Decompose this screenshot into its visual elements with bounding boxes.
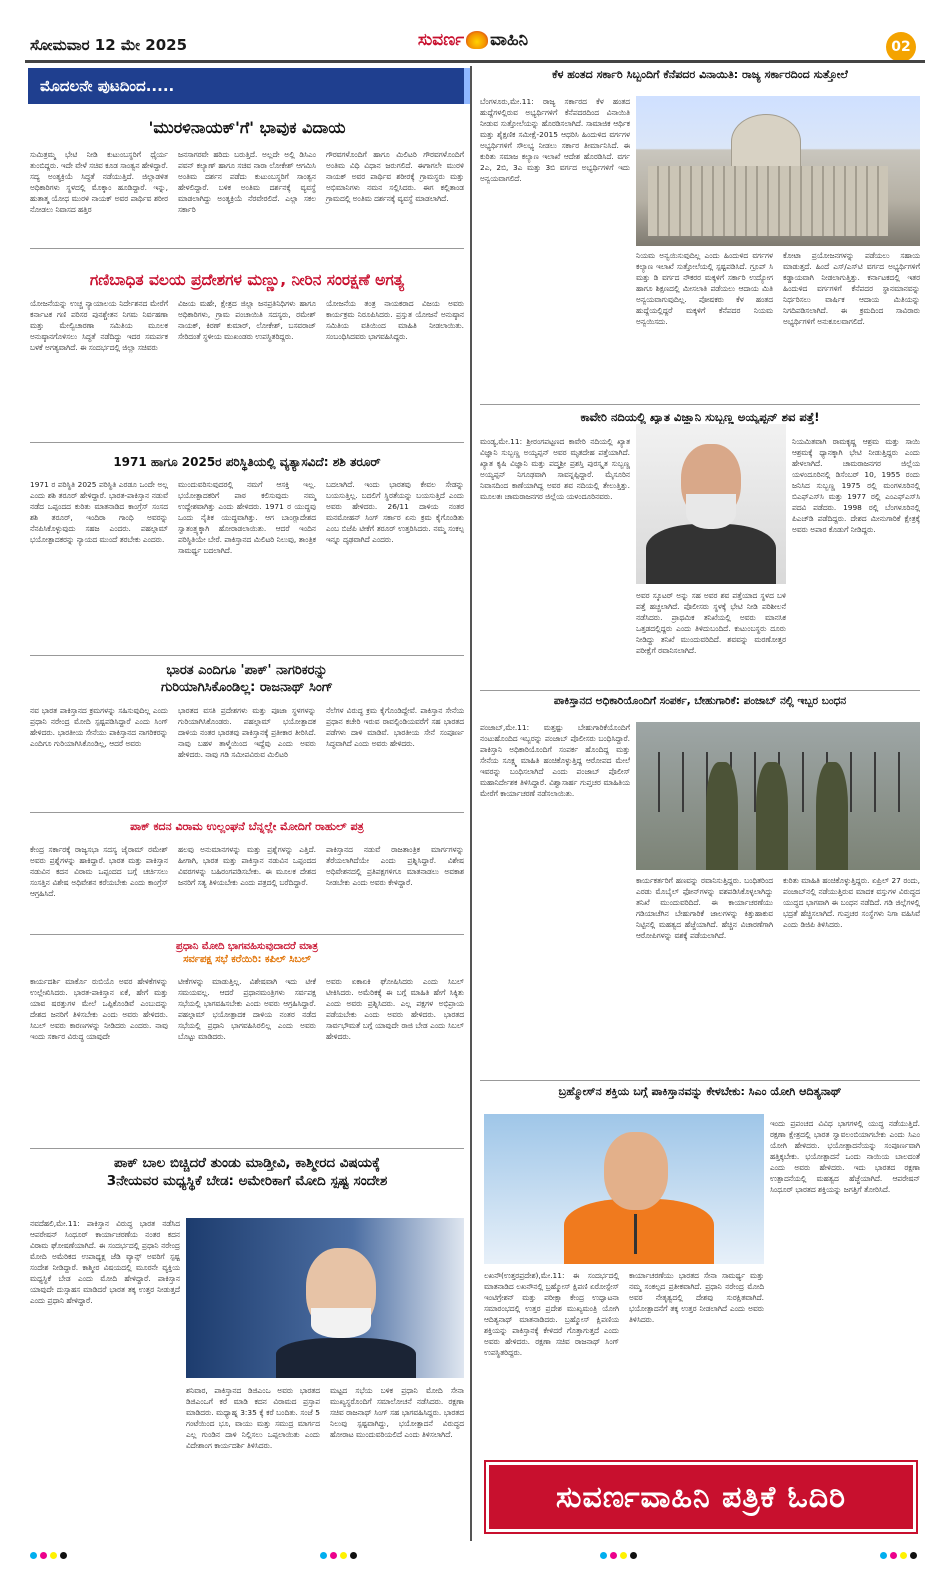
story-column: ಯೋಜನೆಯನ್ನು ಉಚ್ಚ ನ್ಯಾಯಾಲಯ ನಿರ್ದೇಶನದ ಮೇರೆಗೆ ಕರ್ನಾಟಕ ಗಣಿ ಪರಿಸರ ಪುನಶ್ಚೇತನ ನಿಗಮ ನಿರ್ವಹಣಾ ಮತ್ತು ಮೇಲ್ವಿಚಾರಣಾ ಸಮಿತಿಯ ಮೂಲಕ ಅನುಷ್ಠಾನಗೊಳಿಸಲು ಸಿದ್ಧತೆ ನಡೆದಿದ್ದು ಇದರ ಸಮರ್ಪಕ ಬಳಕೆ ಅಗತ್ಯವಾಗಿದೆ. ಈ ಸಂದರ್ಭದಲ್ಲಿ ಜಿಲ್ಲಾ ಸಚಿವರು bbox=[30, 299, 168, 353]
story-divider bbox=[30, 655, 464, 656]
story-column: ನವದೆಹಲಿ,ಮೇ.11: ಪಾಕಿಸ್ತಾನ ವಿರುದ್ಧ ಭಾರತ ನಡೆಸಿದ ಆಪರೇಷನ್ ಸಿಂಧೂರ್ ಕಾರ್ಯಾಚರಣೆಯ ನಂತರ ಕದನ ವಿರಾಮ ಘೋಷಣೆಯಾಗಿದೆ. ಈ ಸಂದರ್ಭದಲ್ಲಿ ಪ್ರಧಾನಿ ನರೇಂದ್ರ ಮೋದಿ ಅಮೆರಿಕದ ಉಪಾಧ್ಯಕ್ಷ ಜೆಡಿ ವ್ಯಾನ್ಸ್ ಅವರಿಗೆ ಸ್ಪಷ್ಟ ಸಂದೇಶ ನೀಡಿದ್ದಾರೆ. ಕಾಶ್ಮೀರ ವಿಷಯದಲ್ಲಿ ಮೂರನೇ ವ್ಯಕ್ತಿಯ ಮಧ್ಯಸ್ಥಿಕೆ ಬೇಡ ಎಂದು ಮೋದಿ ಹೇಳಿದ್ದಾರೆ. ಪಾಕಿಸ್ತಾನ ಯಾವುದೇ ದುಸ್ಸಾಹಸ ಮಾಡಿದರೆ ಭಾರತ ತಕ್ಕ ಉತ್ತರ ನೀಡುತ್ತದೆ ಎಂದು ಪ್ರಧಾನಿ ಹೇಳಿದ್ದಾರೆ. bbox=[30, 1219, 180, 1305]
story-column: ಕಾರ್ಯಾಚರಣೆಯು ಭಾರತದ ಸೇನಾ ಸಾಮರ್ಥ್ಯ ಮತ್ತು ನಮ್ಮ ಸಂಕಲ್ಪದ ಪ್ರತೀಕವಾಗಿದೆ. ಪ್ರಧಾನಿ ನರೇಂದ್ರ ಮೋದಿ ಅವರ ನೇತೃತ್ವದಲ್ಲಿ ದೇಶವು ಸುರಕ್ಷಿತವಾಗಿದೆ. ಭಯೋತ್ಪಾದನೆಗೆ ತಕ್ಕ ಉತ್ತರ ನೀಡಲಾಗಿದೆ ಎಂದು ಅವರು ತಿಳಿಸಿದರು. bbox=[629, 1271, 764, 1324]
yogi-adityanath-photo bbox=[484, 1114, 764, 1264]
story-column: ಯೋಜನೆಯ ತಂತ್ರ ನಾಯಕರಾದ ವಿಜಯ ಅವರು ಕಾರ್ಯಕ್ರಮ ನಿರೂಪಿಸಿದರು. ಪ್ರಸ್ತುತ ಯೋಜನೆ ಅನುಷ್ಠಾನ ಸಮಿತಿಯ ವತಿಯಿಂದ ಮಾಹಿತಿ ನೀಡಲಾಯಿತು. ಸಂಬಂಧಿಸಿದವರು ಭಾಗವಹಿಸಿದ್ದರು. bbox=[326, 299, 464, 342]
story-column: ಸುಮಿತ್ರಮ್ಮ ಭೇಟಿ ನೀಡಿ ಕುಟುಂಬಸ್ಥರಿಗೆ ಧೈರ್ಯ ತುಂಬಿದ್ದರು. ಇದೇ ವೇಳೆ ಸಚಿವ ಕೂಡ ಸಾಂತ್ವನ ಹೇಳಿದ್ದಾರೆ. ಸದ್ಯ ಅಂತ್ಯಕ್ರಿಯೆ ಸಿದ್ಧತೆ ನಡೆಯುತ್ತಿದೆ. ಜಿಲ್ಲಾಡಳಿತ ಅಧಿಕಾರಿಗಳು ಸ್ಥಳದಲ್ಲಿ ಮೊಕ್ಕಾಂ ಹೂಡಿದ್ದಾರೆ. ಇನ್ನು, ಹುತಾತ್ಮ ಯೋಧ ಮುರಳಿ ನಾಯಕ್ ಅವರ ಪಾರ್ಥಿವ ಶರೀರ ನೋಡಲು ನಿವಾಸದ ಹತ್ತಿರ bbox=[30, 149, 168, 214]
headline: ಪ್ರಧಾನಿ ಮೋದಿ ಭಾಗವಹಿಸುವುದಾದರೆ ಮಾತ್ರ bbox=[176, 941, 318, 952]
headline: ಕೆಳ ಹಂತದ ಸರ್ಕಾರಿ ಸಿಬ್ಬಂದಿಗೆ ಕೆನೆಪದರ ವಿನಾಯಿತಿ: ರಾಜ್ಯ ಸರ್ಕಾರದಿಂದ ಸುತ್ತೋಲೆ bbox=[552, 68, 848, 81]
column-divider bbox=[470, 66, 472, 1541]
story-column: ಪಾಕಿಸ್ತಾನದ ನಡುವೆ ರಾಜತಾಂತ್ರಿಕ ಮಾರ್ಗಗಳನ್ನು ತೆರೆಯಲಾಗಿದೆಯೇ ಎಂದು ಪ್ರಶ್ನಿಸಿದ್ದಾರೆ. ವಿಶೇಷ ಅಧಿವೇಶನದಲ್ಲಿ ಪ್ರತಿಪಕ್ಷಗಳಿಗೂ ಮಾತನಾಡಲು ಅವಕಾಶ ನೀಡಬೇಕು ಎಂದು ಅವರು ಕೇಳಿದ್ದಾರೆ. bbox=[326, 845, 464, 888]
story-column: ಕೋಟಾ ಪ್ರಯೋಜನಗಳನ್ನು ಪಡೆಯಲು ಸಹಾಯ ಮಾಡುತ್ತದೆ. ಹಿಂದೆ ಎಸ್‌/ಎಸ್‌ಟಿ ವರ್ಗದ ಅಭ್ಯರ್ಥಿಗಳಿಗೆ ಕಡ್ಡಾಯವಾಗಿ ನೀಡಲಾಗುತ್ತಿತ್ತು. ಕರ್ನಾಟಕದಲ್ಲಿ ಇತರ ಹಿಂದುಳಿದ ವರ್ಗಗಳಿಗೆ ಕೆನೆಪದರ ಸ್ಥಾನಮಾನವನ್ನು ನಿರ್ಧರಿಸಲು ವಾರ್ಷಿಕ ಆದಾಯ ಮಿತಿಯನ್ನು ನಿಗದಿಪಡಿಸಲಾಗಿದೆ. ಈ ಕ್ರಮದಿಂದ ಸಾವಿರಾರು ಅಭ್ಯರ್ಥಿಗಳಿಗೆ ಅನುಕೂಲವಾಗಲಿದೆ. bbox=[783, 251, 920, 326]
story-column: ನವ ಭಾರತ ಪಾಕಿಸ್ತಾನದ ಕ್ರಮಗಳನ್ನು ಸಹಿಸುವುದಿಲ್ಲ ಎಂದು ಪ್ರಧಾನಿ ನರೇಂದ್ರ ಮೋದಿ ಸ್ಪಷ್ಟಪಡಿಸಿದ್ದಾರೆ ಎಂದು ಸಿಂಗ್ ಹೇಳಿದರು. ಭಾರತೀಯ ಸೇನೆಯು ಪಾಕಿಸ್ತಾನದ ನಾಗರಿಕರನ್ನು ಎಂದಿಗೂ ಗುರಿಯಾಗಿಸಿಕೊಂಡಿಲ್ಲ, ಆದರೆ ಅವರು bbox=[30, 705, 168, 748]
headline: ಪಾಕಿಸ್ತಾನದ ಅಧಿಕಾರಿಯೊಂದಿಗೆ ಸಂಪರ್ಕ, ಬೇಹುಗಾರಿಕೆ: ಪಂಜಾಬ್ ನಲ್ಲಿ ಇಬ್ಬರ ಬಂಧನ bbox=[553, 695, 847, 707]
headline: 'ಮುರಳಿನಾಯಕ್'ಗೆ' ಭಾವುಕ ವಿದಾಯ bbox=[148, 118, 346, 137]
flame-icon bbox=[466, 31, 488, 49]
story-column: ಲಖನೌ(ಉತ್ತರಪ್ರದೇಶ),ಮೇ.11: ಈ ಸಂದರ್ಭದಲ್ಲಿ ಮಾತನಾಡಿದ ಲಖನೌನಲ್ಲಿ ಬ್ರಹ್ಮೋಸ್ ಕ್ಷಿಪಣಿ ಏರೋಸ್ಪೇಸ್ ಇಂಟಿಗ್ರೇಶನ್ ಮತ್ತು ಪರೀಕ್ಷಾ ಕೇಂದ್ರ ಉದ್ಘಾಟನಾ ಸಮಾರಂಭದಲ್ಲಿ ಉತ್ತರ ಪ್ರದೇಶ ಮುಖ್ಯಮಂತ್ರಿ ಯೋಗಿ ಆದಿತ್ಯನಾಥ್ ಮಾತನಾಡಿದರು. ಬ್ರಹ್ಮೋಸ್ ಕ್ಷಿಪಣಿಯ ಶಕ್ತಿಯನ್ನು ಪಾಕಿಸ್ತಾನಕ್ಕೆ ಕೇಳಿದರೆ ಗೊತ್ತಾಗುತ್ತದೆ ಎಂದು ಅವರು ಹೇಳಿದರು. ರಕ್ಷಣಾ ಸಚಿವ ರಾಜನಾಥ್ ಸಿಂಗ್ ಉಪಸ್ಥಿತರಿದ್ದರು. bbox=[484, 1271, 619, 1357]
story-divider bbox=[480, 690, 920, 691]
story-creamy-layer-head bbox=[480, 68, 920, 90]
registration-dots bbox=[600, 1552, 637, 1559]
story-modi-headline bbox=[30, 1155, 464, 1215]
headline: ಪಾಕ್ ಕದನ ವಿರಾಮ ಉಲ್ಲಂಘನೆ ಬೆನ್ನಲ್ಲೇ ಮೋದಿಗೆ ರಾಹುಲ್ ಪತ್ರ bbox=[130, 820, 364, 833]
story-scientist-col2 bbox=[792, 436, 920, 686]
story-divider bbox=[30, 1148, 464, 1149]
masthead bbox=[0, 0, 945, 60]
story-column: ನೆಲೆಗಳ ವಿರುದ್ಧ ಕ್ರಮ ಕೈಗೊಂಡಿದ್ದೇವೆ. ಪಾಕಿಸ್ತಾನ ಸೇನೆಯ ಪ್ರಧಾನ ಕಚೇರಿ ಇರುವ ರಾವಲ್ಪಿಂಡಿಯವರೆಗೆ ಸಹ ಭಾರತದ ಪಡೆಗಳು ದಾಳಿ ಮಾಡಿವೆ. ಭಾರತೀಯ ಸೇನೆ ಸಂಪೂರ್ಣ ಸಿದ್ಧವಾಗಿದೆ ಎಂದು ಅವರು ಹೇಳಿದರು. bbox=[326, 705, 464, 748]
story-column: ಬದಲಾಗಿದೆ. ಇಂದು ಭಾರತವು ಕೇವಲ ಸೇಡನ್ನು ಬಯಸುತ್ತಿಲ್ಲ. ಬದಲಿಗೆ ಸ್ಥಿರತೆಯನ್ನು ಬಯಸುತ್ತಿದೆ ಎಂದು ಅವರು ಹೇಳಿದರು. 26/11 ದಾಳಿಯ ನಂತರ ಮನಮೋಹನ್ ಸಿಂಗ್ ಸರ್ಕಾರ ಏನು ಕ್ರಮ ಕೈಗೊಂಡಿತು ಎಂಬ ಬಿಜೆಪಿ ಟೀಕೆಗೆ ತರೂರ್ ಉತ್ತರಿಸಿದರು. ನಮ್ಮ ಸಂಕಲ್ಪ ಇನ್ನೂ ದೃಢವಾಗಿದೆ ಎಂದರು. bbox=[326, 479, 464, 544]
story-divider bbox=[30, 812, 464, 813]
story-rajnath bbox=[30, 663, 464, 805]
story-espionage-cols bbox=[636, 875, 920, 1075]
headline: 1971 ಹಾಗೂ 2025ರ ಪರಿಸ್ಥಿತಿಯಲ್ಲಿ ವ್ಯತ್ಯಾಸವಿದೆ: ಶಶಿ ತರೂರ್ bbox=[113, 455, 381, 469]
header-rule bbox=[25, 60, 925, 63]
story-column: ಬೆಂಗಳೂರು,ಮೇ.11: ರಾಜ್ಯ ಸರ್ಕಾರದ ಕೆಳ ಹಂತದ ಹುದ್ದೆಗಳಲ್ಲಿರುವ ಅಭ್ಯರ್ಥಿಗಳಿಗೆ ಕೆನೆಪದರದಿಂದ ವಿನಾಯಿತಿ ನೀಡುವ ಸುತ್ತೋಲೆಯನ್ನು ಹೊರಡಿಸಲಾಗಿದೆ. ಸಾಮಾಜಿಕ ಆರ್ಥಿಕ ಮತ್ತು ಶೈಕ್ಷಣಿಕ ಸಮೀಕ್ಷೆ-2015 ಆಧರಿಸಿ ಹಿಂದುಳಿದ ವರ್ಗಗಳ ಅಭ್ಯರ್ಥಿಗಳಿಗೆ ಸೌಲಭ್ಯ ನೀಡಲು ಸರ್ಕಾರ ತೀರ್ಮಾನಿಸಿದೆ. ಈ ಕುರಿತು ಸಮಾಜ ಕಲ್ಯಾಣ ಇಲಾಖೆ ಆದೇಶ ಹೊರಡಿಸಿದೆ. ವರ್ಗ 2ಎ, 2ಬಿ, 3ಎ ಮತ್ತು 3ಬಿ ವರ್ಗದ ಅಭ್ಯರ್ಥಿಗಳಿಗೆ ಇದು ಅನ್ವಯವಾಗಲಿದೆ. bbox=[480, 97, 630, 183]
headline: ಕಾವೇರಿ ನದಿಯಲ್ಲಿ ಖ್ಯಾತ ವಿಜ್ಞಾನಿ ಸುಬ್ಬಣ್ಣ ಅಯ್ಯಪ್ಪನ್ ಶವ ಪತ್ತೆ! bbox=[580, 410, 820, 424]
registration-dots bbox=[30, 1552, 67, 1559]
vidhana-soudha-photo bbox=[636, 96, 920, 246]
story-column: ಕಾರ್ಯದರ್ಶಿ ಮಾರ್ಕೊ ರುಬಿಯೊ ಅವರ ಹೇಳಿಕೆಗಳನ್ನು ಉಲ್ಲೇಖಿಸಿದರು. ಭಾರತ-ಪಾಕಿಸ್ತಾನ ಏಕೆ, ಹೇಗೆ ಮತ್ತು ಯಾವ ಷರತ್ತುಗಳ ಮೇಲೆ ಒಪ್ಪಿಕೊಂಡಿವೆ ಎಂಬುದನ್ನು ದೇಶದ ಜನರಿಗೆ ತಿಳಿಸಬೇಕು ಎಂದು ಅವರು ಹೇಳಿದರು. ಸಿಬಲ್ ಅವರು ಕಾರಣಗಳನ್ನು ನೀಡಿದರು ಎಂದರು. ನಾವು ಇಂದು ಸರ್ಕಾರ ವಿರುದ್ಧ ಯಾವುದೇ bbox=[30, 977, 168, 1041]
story-rahul-letter bbox=[30, 820, 464, 932]
story-kapil-sibal bbox=[30, 940, 464, 1140]
registration-dots bbox=[320, 1552, 357, 1559]
headline-line2: ಗುರಿಯಾಗಿಸಿಕೊಂಡಿಲ್ಲ: ರಾಜನಾಥ್ ಸಿಂಗ್ bbox=[161, 679, 333, 695]
story-divider bbox=[30, 442, 464, 443]
headline-line1: ಪಾಕ್ ಬಾಲ ಬಿಚ್ಚಿದರೆ ತುಂಡು ಮಾಡ್ತೀವಿ, ಕಾಶ್ಮೀರದ ವಿಷಯಕ್ಕೆ bbox=[113, 1155, 381, 1171]
issue-date: ಸೋಮವಾರ 12 ಮೇ 2025 bbox=[30, 36, 188, 54]
headline-line2: 3ನೇಯವರ ಮಧ್ಯಸ್ಥಿಕೆ ಬೇಡ: ಅಮೇರಿಕಾಗೆ ಮೋದಿ ಸ್ಪಷ್ಟ ಸಂದೇಶ bbox=[106, 1172, 388, 1189]
story-column: ಅವರ ಸ್ಕೂಟರ್ ಅನ್ನು ಸಹ ಅವರ ಶವ ಪತ್ತೆಯಾದ ಸ್ಥಳದ ಬಳಿ ಪತ್ತೆ ಹಚ್ಚಲಾಗಿದೆ. ಪೊಲೀಸರು ಸ್ಥಳಕ್ಕೆ ಭೇಟಿ ನೀಡಿ ಪರಿಶೀಲನೆ ನಡೆಸಿದರು. ಪ್ರಾಥಮಿಕ ತನಿಖೆಯಲ್ಲಿ ಅವರು ಮಾನಸಿಕ ಒತ್ತಡದಲ್ಲಿದ್ದರು ಎಂದು ತಿಳಿದುಬಂದಿದೆ. ಕುಟುಂಬಸ್ಥರು ದೂರು ನೀಡಿದ್ದು ತನಿಖೆ ಮುಂದುವರಿದಿದೆ. ಶವವನ್ನು ಮರಣೋತ್ತರ ಪರೀಕ್ಷೆಗೆ ರವಾನಿಸಲಾಗಿದೆ. bbox=[636, 591, 786, 655]
story-column: ಪಂಜಾಬ್,ಮೇ.11: ಮತ್ತಷ್ಟು ಬೇಹುಗಾರಿಕೆಯೊಂದಿಗೆ ನಂಟುಹೊಂದಿದ ಇಬ್ಬರನ್ನು ಪಂಜಾಬ್ ಪೊಲೀಸರು ಬಂಧಿಸಿದ್ದಾರೆ. ಪಾಕಿಸ್ತಾನಿ ಅಧಿಕಾರಿಯೊಂದಿಗೆ ಸಂಪರ್ಕ ಹೊಂದಿದ್ದ ಮತ್ತು ಸೇನೆಯ ಸೂಕ್ಷ್ಮ ಮಾಹಿತಿ ಹಂಚಿಕೊಳ್ಳುತ್ತಿದ್ದ ಆರೋಪದ ಮೇಲೆ ಇವರನ್ನು ಬಂಧಿಸಲಾಗಿದೆ ಎಂದು ಪಂಜಾಬ್ ಪೊಲೀಸ್ ಮಹಾನಿರ್ದೇಶಕ ತಿಳಿಸಿದ್ದಾರೆ. ವಿಶ್ವಾಸಾರ್ಹ ಗುಪ್ತಚರ ಮಾಹಿತಿಯ ಮೇರೆಗೆ ಕಾರ್ಯಾಚರಣೆ ನಡೆಸಲಾಯಿತು. bbox=[480, 723, 630, 798]
story-column: ಶನಿವಾರ, ಪಾಕಿಸ್ತಾನದ ಡಿಜಿಎಂಒ ಅವರು ಭಾರತದ ಡಿಜಿಎಂಒಗೆ ಕರೆ ಮಾಡಿ ಕದನ ವಿರಾಮದ ಪ್ರಸ್ತಾಪ ಮಾಡಿದರು. ಮಧ್ಯಾಹ್ನ 3:35 ಕ್ಕೆ ಕರೆ ಬಂದಿತು. ಸಂಜೆ 5 ಗಂಟೆಯಿಂದ ಭೂ, ವಾಯು ಮತ್ತು ಸಮುದ್ರ ಮಾರ್ಗದ ಎಲ್ಲ ಗುಂಡಿನ ದಾಳಿ ನಿಲ್ಲಿಸಲು ಒಪ್ಪಲಾಯಿತು ಎಂದು ವಿದೇಶಾಂಗ ಕಾರ್ಯದರ್ಶಿ ತಿಳಿಸಿದರು. bbox=[186, 1386, 320, 1450]
story-espionage-col1 bbox=[480, 722, 630, 1077]
brand-right: ವಾಹಿನಿ bbox=[490, 30, 529, 50]
page-number-badge: 02 bbox=[886, 32, 916, 62]
story-column: 1971 ರ ಪರಿಸ್ಥಿತಿ 2025 ಪರಿಸ್ಥಿತಿ ಎರಡೂ ಒಂದೇ ಅಲ್ಲ ಎಂದು ಶಶಿ ತರೂರ್ ಹೇಳಿದ್ದಾರೆ. ಭಾರತ-ಪಾಕಿಸ್ತಾನ ನಡುವೆ ನಡೆದ ಒಪ್ಪಂದದ ಕುರಿತು ಮಾತನಾಡಿದ ಕಾಂಗ್ರೆಸ್ ಸಂಸದ ಶಶಿ ತರೂರ್, ಇಂದಿರಾ ಗಾಂಧಿ ಅವರನ್ನು ನೆನಪಿಸಿಕೊಳ್ಳುವುದು ಸಹಜ ಎಂದರು. ಪಹಲ್ಗಾಮ್ ಭಯೋತ್ಪಾದಕರನ್ನು ನ್ಯಾಯದ ಮುಂದೆ ತರಬೇಕು ಎಂದರು. bbox=[30, 479, 168, 544]
scientist-portrait-photo bbox=[636, 424, 786, 584]
story-espionage-head bbox=[480, 695, 920, 717]
story-brahmos-col2 bbox=[770, 1118, 920, 1428]
story-column: ಟೀಕೆಗಳನ್ನು ಮಾಡುತ್ತಿಲ್ಲ. ವಿಶೇಷವಾಗಿ ಇದು ಟೀಕೆ ಸಮಯವಲ್ಲ. ಆದರೆ ಪ್ರಧಾನಮಂತ್ರಿಗಳು ಸರ್ವಪಕ್ಷ ಸಭೆಯಲ್ಲಿ ಭಾಗವಹಿಸಬೇಕು ಎಂದು ಅವರು ಆಗ್ರಹಿಸಿದ್ದಾರೆ. ಪಹಲ್ಗಾಮ್ ಭಯೋತ್ಪಾದಕ ದಾಳಿಯ ನಂತರ ನಡೆದ ಸಭೆಯಲ್ಲಿ ಪ್ರಧಾನಿ ಭಾಗವಹಿಸಿರಲಿಲ್ಲ ಎಂದು ಅವರು ಬೊಟ್ಟು ಮಾಡಿದರು. bbox=[178, 977, 316, 1041]
story-column: ಮಂಡ್ಯ,ಮೇ.11: ಶ್ರೀರಂಗಪಟ್ಟಣದ ಕಾವೇರಿ ನದಿಯಲ್ಲಿ ಖ್ಯಾತ ವಿಜ್ಞಾನಿ ಸುಬ್ಬಣ್ಣ ಅಯ್ಯಪ್ಪನ್ ಅವರ ಮೃತದೇಹ ಪತ್ತೆಯಾಗಿದೆ. ಖ್ಯಾತ ಕೃಷಿ ವಿಜ್ಞಾನಿ ಮತ್ತು ಪದ್ಮಶ್ರೀ ಪ್ರಶಸ್ತಿ ಪುರಸ್ಕೃತ ಸುಬ್ಬಣ್ಣ ಅಯ್ಯಪ್ಪನ್ ನಿಗೂಢವಾಗಿ ಸಾವನ್ನಪ್ಪಿದ್ದಾರೆ. ಮೈಸೂರಿನ ನಿವಾಸದಿಂದ ಕಾಣೆಯಾಗಿದ್ದ ಅವರ ಶವ ನದಿಯಲ್ಲಿ ತೇಲುತ್ತಿತ್ತು. ಮೂಲತಃ ಚಾಮರಾಜನಗರ ಜಿಲ್ಲೆಯ ಯಳಂದೂರಿನವರು. bbox=[480, 437, 630, 501]
story-column: ನಿಯಮಿತವಾಗಿ ರಾಮಕೃಷ್ಣ ಆಶ್ರಮ ಮತ್ತು ಸಾಯಿ ಆಶ್ರಮಕ್ಕೆ ಧ್ಯಾನಕ್ಕಾಗಿ ಭೇಟಿ ನೀಡುತ್ತಿದ್ದರು ಎಂದು ಹೇಳಲಾಗಿದೆ. ಚಾಮರಾಜನಗರ ಜಿಲ್ಲೆಯ ಯಳಂದೂರಿನಲ್ಲಿ ಡಿಸೆಂಬರ್ 10, 1955 ರಂದು ಜನಿಸಿದ ಸುಬ್ಬಣ್ಣ 1975 ರಲ್ಲಿ ಮಂಗಳೂರಿನಲ್ಲಿ ಬಿಎಫ್‌ಎಸ್‌ಸಿ ಮತ್ತು 1977 ರಲ್ಲಿ ಎಂಎಫ್‌ಎಸ್‌ಸಿ ಪದವಿ ಪಡೆದರು. 1998 ರಲ್ಲಿ ಬೆಂಗಳೂರಿನಲ್ಲಿ ಪಿಎಚ್‌ಡಿ ಪಡೆದಿದ್ದರು. ದೇಶದ ಮೀನುಗಾರಿಕೆ ಕ್ಷೇತ್ರಕ್ಕೆ ಅವರು ಅಪಾರ ಕೊಡುಗೆ ನೀಡಿದ್ದರು. bbox=[792, 437, 920, 534]
headline: ಗಣಿಬಾಧಿತ ವಲಯ ಪ್ರದೇಶಗಳ ಮಣ್ಣು, ನೀರಿನ ಸಂರಕ್ಷಣೆ ಅಗತ್ಯ bbox=[89, 271, 405, 289]
story-column: ಹಲವು ಅನುಮಾನಗಳನ್ನು ಮತ್ತು ಪ್ರಶ್ನೆಗಳನ್ನು ಎತ್ತಿದೆ. ಹೀಗಾಗಿ, ಭಾರತ ಮತ್ತು ಪಾಕಿಸ್ತಾನ ನಡುವಿನ ಒಪ್ಪಂದದ ವಿವರಗಳನ್ನು ಬಹಿರಂಗಪಡಿಸಬೇಕು. ಈ ಮೂಲಕ ದೇಶದ ಜನರಿಗೆ ಸತ್ಯ ತಿಳಿಯಬೇಕು ಎಂದು ಪತ್ರದಲ್ಲಿ ಬರೆದಿದ್ದಾರೆ. bbox=[178, 845, 316, 888]
story-column: ಕಾರ್ಯಕರ್ತರಿಗೆ ಹಣವನ್ನು ರವಾನಿಸುತ್ತಿದ್ದರು. ಬಂಧಿತರಿಂದ ಎರಡು ಮೊಬೈಲ್ ಫೋನ್‌ಗಳನ್ನು ವಶಪಡಿಸಿಕೊಳ್ಳಲಾಗಿದ್ದು ತನಿಖೆ ಮುಂದುವರಿದಿದೆ. ಈ ಕಾರ್ಯಾಚರಣೆಯು ಗಡಿಯಾಚೆಗಿನ ಬೇಹುಗಾರಿಕೆ ಜಾಲಗಳನ್ನು ಕಿತ್ತುಹಾಕುವ ನಿಟ್ಟಿನಲ್ಲಿ ಮಹತ್ವದ ಹೆಜ್ಜೆಯಾಗಿದೆ. ಹೆಚ್ಚಿನ ವಿಚಾರಣೆಗಾಗಿ ಆರೋಪಿಗಳನ್ನು ವಶಕ್ಕೆ ಪಡೆಯಲಾಗಿದೆ. bbox=[636, 876, 773, 940]
border-soldiers-photo bbox=[636, 722, 920, 870]
story-column: ಗೌರವಗಳೊಂದಿಗೆ ಹಾಗೂ ಮಿಲಿಟರಿ ಗೌರವಗಳೊಂದಿಗೆ ಅಂತಿಮ ವಿಧಿ ವಿಧಾನ ಜರುಗಲಿದೆ. ಈಗಾಗಲೇ ಮುರಳಿ ನಾಯಕ್ ಅವರ ಪಾರ್ಥಿವ ಶರೀರಕ್ಕೆ ಗ್ರಾಮಸ್ಥರು ಮತ್ತು ಅಭಿಮಾನಿಗಳು ನಮನ ಸಲ್ಲಿಸಿದರು. ಈಗ ಕಲ್ಲಿತಾಂಡ ಗ್ರಾಮದಲ್ಲಿ ಅಂತಿಮ ದರ್ಶನಕ್ಕೆ ವ್ಯವಸ್ಥೆ ಮಾಡಲಾಗಿದೆ. bbox=[326, 149, 464, 203]
story-divider bbox=[480, 404, 920, 405]
story-mining-zones bbox=[30, 270, 464, 450]
story-brahmos-head bbox=[480, 1085, 920, 1107]
story-divider bbox=[30, 934, 464, 935]
story-scientist-col1 bbox=[480, 436, 630, 686]
headline: ಬ್ರಹ್ಮೋಸ್‌ನ ಶಕ್ತಿಯ ಬಗ್ಗೆ ಪಾಕಿಸ್ತಾನವನ್ನು ಕೇಳಬೇಕು: ಸಿಎಂ ಯೋಗಿ ಆದಿತ್ಯನಾಥ್ bbox=[558, 1085, 842, 1098]
subscribe-banner: ಸುವರ್ಣವಾಹಿನಿ ಪತ್ರಿಕೆ ಓದಿರಿ bbox=[486, 1462, 916, 1532]
story-column: ಕೇಂದ್ರ ಸರ್ಕಾರಕ್ಕೆ ರಾಜ್ಯಸಭಾ ಸದಸ್ಯ ಜೈರಾಮ್ ರಮೇಶ್ ಅವರು ಪ್ರಶ್ನೆಗಳನ್ನು ಹಾಕಿದ್ದಾರೆ. ಭಾರತ ಮತ್ತು ಪಾಕಿಸ್ತಾನ ನಡುವಿನ ಕದನ ವಿರಾಮ ಒಪ್ಪಂದದ ಬಗ್ಗೆ ಚರ್ಚಿಸಲು ಸಂಸತ್ತಿನ ವಿಶೇಷ ಅಧಿವೇಶನ ಕರೆಯಬೇಕು ಎಂದು ಕಾಂಗ್ರೆಸ್ ಆಗ್ರಹಿಸಿದೆ. bbox=[30, 845, 168, 899]
story-scientist-col3 bbox=[636, 590, 786, 686]
brand-left: ಸುವರ್ಣ bbox=[417, 30, 465, 50]
story-column: ಜನಸಾಗರವೇ ಹರಿದು ಬರುತ್ತಿದೆ. ಅಲ್ಲದೇ ಅಲ್ಲಿ ಡಿಸಿಎಂ ಪವನ್ ಕಲ್ಯಾಣ್ ಹಾಗೂ ಸಚಿವ ನಾರಾ ಲೋಕೇಶ್ ಆಗಮಿಸಿ ಅಂತಿಮ ದರ್ಶನ ಪಡೆದು ಕುಟುಂಬಸ್ಥರಿಗೆ ಸಾಂತ್ವನ ಹೇಳಲಿದ್ದಾರೆ. ಬಳಿಕ ಅಂತಿಮ ದರ್ಶನಕ್ಕೆ ವ್ಯವಸ್ಥೆ ಮಾಡಲಾಗಿದ್ದು ಅಂತ್ಯಕ್ರಿಯೆ ನೆರವೇರಲಿದೆ. ಎಲ್ಲಾ ಸಕಲ ಸರ್ಕಾರಿ bbox=[178, 149, 316, 214]
story-tharoor bbox=[30, 455, 464, 650]
story-brahmos-cols bbox=[484, 1270, 764, 1450]
story-divider bbox=[480, 1080, 920, 1081]
modi-photo bbox=[186, 1218, 464, 1378]
subheadline: ಸರ್ವಪಕ್ಷ ಸಭೆ ಕರೆಯಿರಿ: ಕಪಿಲ್ ಸಿಬಲ್ bbox=[183, 954, 311, 965]
story-column: ವಿಜಯ ಮಹೇ, ಕ್ಷೇತ್ರದ ಜಿಲ್ಲಾ ಜನಪ್ರತಿನಿಧಿಗಳು ಹಾಗೂ ಅಧಿಕಾರಿಗಳು, ಗ್ರಾಮ ಪಂಚಾಯಿತಿ ಸದಸ್ಯರು, ರಮೇಶ್ ನಾಯಕ್, ಕಿರಣ್ ಕುಮಾರ್, ಲೋಕೇಶ್, ಬಸವರಾಜ್ ಸೇರಿದಂತೆ ಸ್ಥಳೀಯ ಮುಖಂಡರು ಉಪಸ್ಥಿತರಿದ್ದರು. bbox=[178, 299, 316, 342]
story-modi-columns bbox=[186, 1385, 464, 1540]
registration-dots bbox=[880, 1552, 917, 1559]
story-column: ಮಟ್ಟದ ಸಭೆಯ ಬಳಿಕ ಪ್ರಧಾನಿ ಮೋದಿ ಸೇನಾ ಮುಖ್ಯಸ್ಥರೊಂದಿಗೆ ಸಮಾಲೋಚನೆ ನಡೆಸಿದರು. ರಕ್ಷಣಾ ಸಚಿವ ರಾಜನಾಥ್ ಸಿಂಗ್ ಸಹ ಭಾಗವಹಿಸಿದ್ದರು. ಭಾರತದ ನಿಲುವು ಸ್ಪಷ್ಟವಾಗಿದ್ದು, ಭಯೋತ್ಪಾದನೆ ವಿರುದ್ಧದ ಹೋರಾಟ ಮುಂದುವರಿಯಲಿದೆ ಎಂದು ತಿಳಿಸಲಾಗಿದೆ. bbox=[330, 1386, 464, 1439]
story-column: ನಿಯಮ ಅನ್ವಯಿಸುವುದಿಲ್ಲ ಎಂದು ಹಿಂದುಳಿದ ವರ್ಗಗಳ ಕಲ್ಯಾಣ ಇಲಾಖೆ ಸುತ್ತೋಲೆಯಲ್ಲಿ ಸ್ಪಷ್ಟಪಡಿಸಿದೆ. ಗ್ರೂಪ್ ಸಿ ಮತ್ತು ಡಿ ವರ್ಗದ ನೌಕರರ ಮಕ್ಕಳಿಗೆ ಸರ್ಕಾರಿ ಉದ್ಯೋಗ ಹಾಗೂ ಶಿಕ್ಷಣದಲ್ಲಿ ಮೀಸಲಾತಿ ಪಡೆಯಲು ಆದಾಯ ಮಿತಿ ಅನ್ವಯವಾಗುವುದಿಲ್ಲ. ಪೋಷಕರು ಕೆಳ ಹಂತದ ಹುದ್ದೆಯಲ್ಲಿದ್ದರೆ ಮಕ್ಕಳಿಗೆ ಕೆನೆಪದರ ನಿಯಮ ಅನ್ವಯಿಸದು. bbox=[636, 251, 773, 326]
story-creamy-layer-col1 bbox=[480, 96, 630, 291]
headline-line1: ಭಾರತ ಎಂದಿಗೂ 'ಪಾಕ್' ನಾಗರಿಕರನ್ನು bbox=[166, 663, 328, 678]
story-column: ಅವರು ಏಕಾಏಕಿ ಘೋಷಿಸಿದರು ಎಂದು ಸಿಬಲ್ ಟೀಕಿಸಿದರು. ಅಮೆರಿಕಕ್ಕೆ ಈ ಬಗ್ಗೆ ಮಾಹಿತಿ ಹೇಗೆ ಸಿಕ್ಕಿತು ಎಂದು ಅವರು ಪ್ರಶ್ನಿಸಿದರು. ಎಲ್ಲ ಪಕ್ಷಗಳ ಅಭಿಪ್ರಾಯ ಪಡೆಯಬೇಕು ಎಂದು ಅವರು ಹೇಳಿದರು. ಭಾರತದ ಸಾರ್ವಭೌಮತೆ ಬಗ್ಗೆ ಯಾವುದೇ ರಾಜಿ ಬೇಡ ಎಂದು ಸಿಬಲ್ ಹೇಳಿದರು. bbox=[326, 977, 464, 1041]
section-band: ಮೊದಲನೇ ಪುಟದಿಂದ..... bbox=[28, 68, 464, 104]
story-divider bbox=[30, 248, 464, 249]
story-column: ಮುಂದುವರಿಸುವುದರಲ್ಲಿ ನಮಗೆ ಆಸಕ್ತಿ ಇಲ್ಲ. ಭಯೋತ್ಪಾದಕರಿಗೆ ಪಾಠ ಕಲಿಸುವುದು ನಮ್ಮ ಉದ್ದೇಶವಾಗಿತ್ತು ಎಂದು ಹೇಳಿದರು. 1971 ರ ಯುದ್ಧವು ಒಂದು ನೈತಿಕ ಯುದ್ಧವಾಗಿತ್ತು. ಆಗ ಬಾಂಗ್ಲಾದೇಶದ ಸ್ವಾತಂತ್ರ್ಯಕ್ಕಾಗಿ ಹೋರಾಡಲಾಯಿತು. ಆದರೆ ಇಂದಿನ ಪರಿಸ್ಥಿತಿಯೇ ಬೇರೆ. ಪಾಕಿಸ್ತಾನದ ಮಿಲಿಟರಿ ನಿಲುವು, ತಾಂತ್ರಿಕ ಸಾಮರ್ಥ್ಯ ಬದಲಾಗಿದೆ. bbox=[178, 479, 316, 555]
story-column: ಕುರಿತು ಮಾಹಿತಿ ಹಂಚಿಕೊಳ್ಳುತ್ತಿದ್ದರು. ಏಪ್ರಿಲ್ 27 ರಂದು, ಪಂಜಾಬ್‌ನಲ್ಲಿ ನಡೆಯುತ್ತಿರುವ ಮಾದಕ ವಸ್ತುಗಳ ವಿರುದ್ಧದ ಯುದ್ಧದ ಭಾಗವಾಗಿ ಈ ಬಂಧನ ನಡೆದಿದೆ. ಗಡಿ ಜಿಲ್ಲೆಗಳಲ್ಲಿ ಭದ್ರತೆ ಹೆಚ್ಚಿಸಲಾಗಿದೆ. ಗುಪ್ತಚರ ಸಂಸ್ಥೆಗಳು ನಿಗಾ ವಹಿಸಿವೆ ಎಂದು ಡಿಜಿಪಿ ತಿಳಿಸಿದರು. bbox=[783, 876, 920, 929]
story-creamy-layer-cols bbox=[636, 250, 920, 400]
story-column: ಇಂದು ಪ್ರಪಂಚದ ವಿವಿಧ ಭಾಗಗಳಲ್ಲಿ ಯುದ್ಧ ನಡೆಯುತ್ತಿದೆ. ರಕ್ಷಣಾ ಕ್ಷೇತ್ರದಲ್ಲಿ ಭಾರತ ಸ್ವಾವಲಂಬಿಯಾಗಬೇಕು ಎಂದು ಸಿಎಂ ಯೋಗಿ ಹೇಳಿದರು. ಭಯೋತ್ಪಾದನೆಯನ್ನು ಸಂಪೂರ್ಣವಾಗಿ ಹತ್ತಿಕ್ಕಬೇಕು. ಭಯೋತ್ಪಾದನೆ ಒಂದು ನಾಯಿಯ ಬಾಲದಂತೆ ಎಂದು ಅವರು ಹೇಳಿದರು. ಇದು ಭಾರತದ ರಕ್ಷಣಾ ಉತ್ಪಾದನೆಯಲ್ಲಿ ಮಹತ್ವದ ಹೆಜ್ಜೆಯಾಗಿದೆ. ಆಪರೇಷನ್ ಸಿಂಧೂರ್ ಭಾರತದ ಶಕ್ತಿಯನ್ನು ಜಗತ್ತಿಗೆ ತೋರಿಸಿದೆ. bbox=[770, 1119, 920, 1194]
story-column: ಭಾರತದ ವಸತಿ ಪ್ರದೇಶಗಳು ಮತ್ತು ಪೂಜಾ ಸ್ಥಳಗಳನ್ನು ಗುರಿಯಾಗಿಸಿಕೊಂಡರು. ಪಹಲ್ಗಾಮ್ ಭಯೋತ್ಪಾದಕ ದಾಳಿಯ ನಂತರ ಭಾರತವು ಪಾಕಿಸ್ತಾನಕ್ಕೆ ಪ್ರತೀಕಾರ ತೀರಿಸಿದೆ. ನಾವು ಬಹಳ ತಾಳ್ಮೆಯಿಂದ ಇದ್ದೆವು ಎಂದು ಅವರು ಹೇಳಿದರು. ನಾವು ಗಡಿ ಸಮೀಪವಿರುವ ಮಿಲಿಟರಿ bbox=[178, 705, 316, 759]
story-modi-column1 bbox=[30, 1218, 180, 1540]
story-murali-naik bbox=[30, 118, 464, 243]
brand-logo bbox=[392, 28, 554, 52]
